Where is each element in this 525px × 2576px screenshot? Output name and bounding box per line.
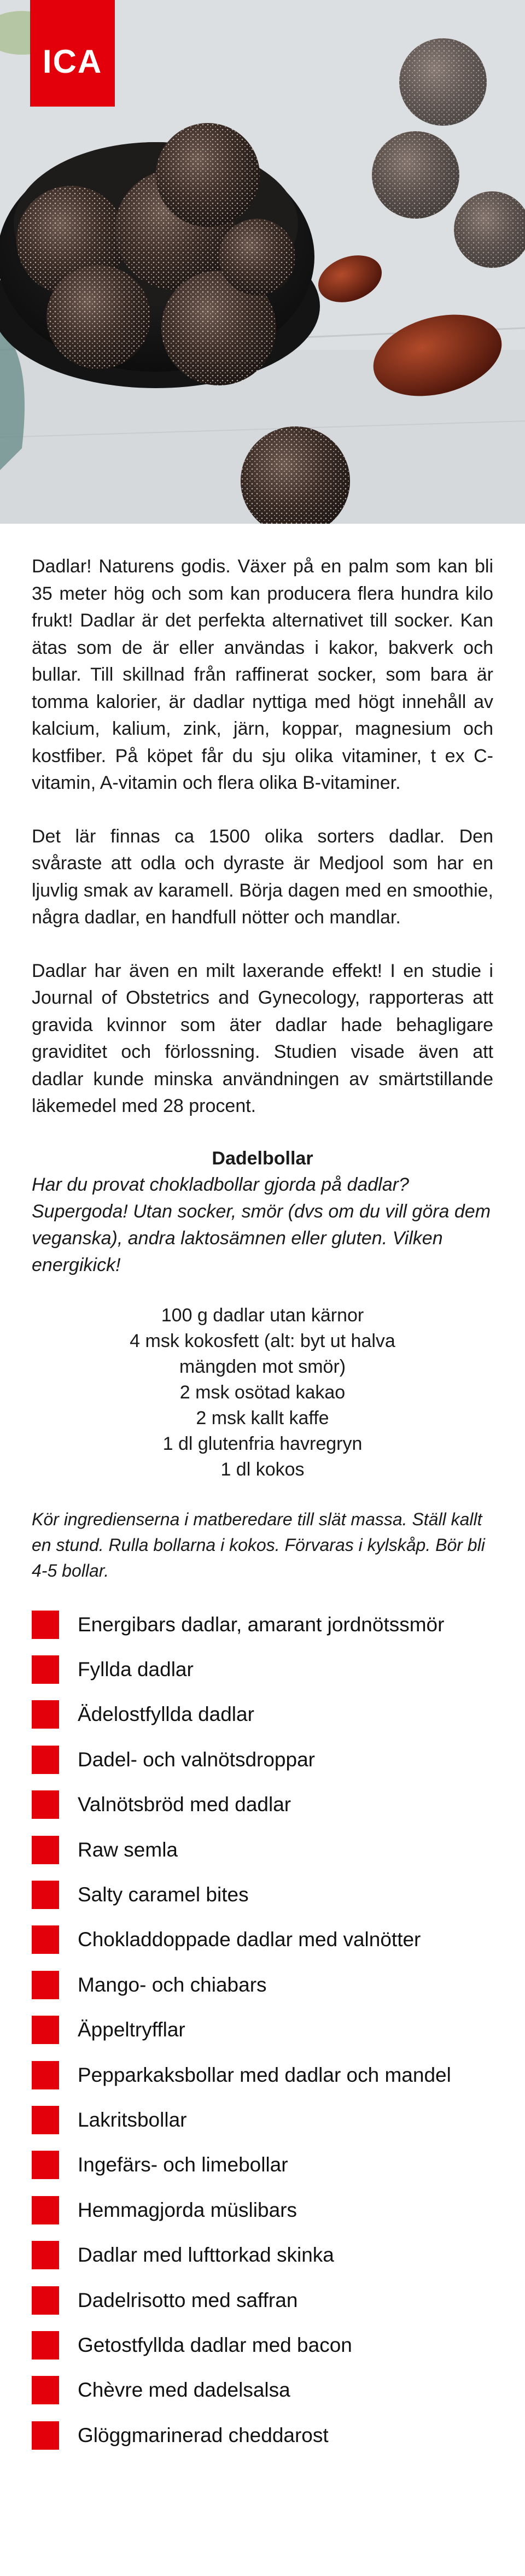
recipe-link-label[interactable]: Dadlar med lufttorkad skinka bbox=[78, 2244, 334, 2267]
recipe-link-label[interactable]: Lakritsbollar bbox=[78, 2108, 187, 2131]
recipe-link-list bbox=[32, 1602, 493, 2458]
health-paragraph: Dadlar har även en milt laxerande effekt! I en studie i Journal of Obstetrics and Gynecology, rapporteras att gravida kvinnor som äter dadlar hade behagligare graviditet och förlossning. Studien visade även att dadlar kunde minska användningen av smärtstillande läkemedel med 28 procent. bbox=[32, 960, 493, 1116]
red-square-icon bbox=[32, 2016, 59, 2044]
red-square-icon bbox=[32, 1655, 59, 1684]
ica-logo[interactable] bbox=[30, 0, 115, 107]
article bbox=[0, 553, 525, 2458]
intro-paragraph: Dadlar! Naturens godis. Växer på en palm som kan bli 35 meter hög och som kan producera flera hundra kilo frukt! Dadlar är det perfekta alternativet till socker. Kan ätas som de är eller användas i kakor, bakverk och bullar. Till skillnad från raffinerat socker, som bara är tomma kalorier, är dadlar nyttiga med högt innehåll av kalcium, kalium, zink, järn, koppar, magnesium och kostfiber. På köpet får du sju olika vitaminer, t ex C-vitamin, A-vitamin och flera olika B-vitaminer. bbox=[32, 556, 493, 793]
recipe-link-item[interactable] bbox=[32, 1647, 493, 1692]
red-square-icon bbox=[32, 2061, 59, 2089]
ingredient-line: 100 g dadlar utan kärnor bbox=[161, 1304, 364, 1326]
recipe-instructions: Kör ingredienserna i matberedare till slät massa. Ställ kallt en stund. Rulla bollarna i kokos. Förvaras i kylskåp. Bör bli 4-5 bollar. bbox=[32, 1509, 485, 1580]
recipe-link-label[interactable]: Glöggmarinerad cheddarost bbox=[78, 2423, 329, 2446]
ingredient-line: 1 dl kokos bbox=[220, 1459, 305, 1480]
recipe-link-item[interactable] bbox=[32, 2188, 493, 2233]
red-square-icon bbox=[32, 2241, 59, 2269]
recipe-link-label[interactable]: Raw semla bbox=[78, 1838, 178, 1861]
recipe-link-item[interactable] bbox=[32, 1782, 493, 1827]
red-square-icon bbox=[32, 1836, 59, 1864]
ingredient-line: 4 msk kokosfett (alt: byt ut halva bbox=[130, 1330, 395, 1351]
ingredient-list bbox=[32, 1303, 493, 1483]
recipe-link-item[interactable] bbox=[32, 2098, 493, 2142]
recipe-link-label[interactable]: Fyllda dadlar bbox=[78, 1658, 194, 1681]
recipe-link-item[interactable] bbox=[32, 2368, 493, 2413]
red-square-icon bbox=[32, 2286, 59, 2315]
recipe-link-item[interactable] bbox=[32, 1872, 493, 1917]
red-square-icon bbox=[32, 2151, 59, 2179]
red-square-icon bbox=[32, 2376, 59, 2404]
red-square-icon bbox=[32, 2421, 59, 2450]
recipe-link-item[interactable] bbox=[32, 1602, 493, 1647]
recipe-link-item[interactable] bbox=[32, 1692, 493, 1737]
recipe-intro: Har du provat chokladbollar gjorda på dadlar? Supergoda! Utan socker, smör (dvs om du vill göra dem veganska), andra laktosämnen eller gluten. Vilken energikick! bbox=[32, 1174, 491, 1275]
varieties-paragraph: Det lär finnas ca 1500 olika sorters dadlar. Den svåraste att odla och dyraste är Medjool som har en ljuvlig smak av karamell. Börja dagen med en smoothie, några dadlar, en handfull nötter och mandlar. bbox=[32, 826, 493, 928]
recipe-link-item[interactable] bbox=[32, 1963, 493, 2007]
recipe-link-label[interactable]: Ädelostfyllda dadlar bbox=[78, 1703, 254, 1726]
red-square-icon bbox=[32, 1925, 59, 1954]
recipe-link-label[interactable]: Ingefärs- och limebollar bbox=[78, 2153, 288, 2176]
ingredient-line: 2 msk osötad kakao bbox=[179, 1381, 346, 1403]
recipe-link-label[interactable]: Valnötsbröd med dadlar bbox=[78, 1793, 291, 1816]
recipe-link-label[interactable]: Hemmagjorda müslibars bbox=[78, 2198, 297, 2221]
red-square-icon bbox=[32, 1790, 59, 1819]
recipe-link-item[interactable] bbox=[32, 2052, 493, 2097]
red-square-icon bbox=[32, 2106, 59, 2134]
recipe-link-label[interactable]: Energibars dadlar, amarant jordnötssmör bbox=[78, 1613, 445, 1636]
recipe-link-item[interactable] bbox=[32, 1917, 493, 1962]
recipe-link-label[interactable]: Äppeltryfflar bbox=[78, 2018, 185, 2041]
red-square-icon bbox=[32, 2331, 59, 2360]
recipe-link-label[interactable]: Mango- och chiabars bbox=[78, 1973, 267, 1996]
red-square-icon bbox=[32, 1971, 59, 1999]
red-square-icon bbox=[32, 1881, 59, 1909]
recipe-link-label[interactable]: Chèvre med dadelsalsa bbox=[78, 2379, 290, 2402]
recipe-title: Dadelbollar bbox=[212, 1148, 313, 1169]
hero-image bbox=[0, 0, 525, 524]
recipe-link-label[interactable]: Pepparkaksbollar med dadlar och mandel bbox=[78, 2063, 451, 2086]
ingredient-line: 2 msk kallt kaffe bbox=[196, 1407, 329, 1428]
ingredient-line: 1 dl glutenfria havregryn bbox=[162, 1433, 363, 1454]
recipe-link-label[interactable]: Salty caramel bites bbox=[78, 1883, 249, 1906]
recipe-link-label[interactable]: Chokladdoppade dadlar med valnötter bbox=[78, 1928, 421, 1951]
logo-text: ICA bbox=[42, 43, 103, 80]
recipe-link-item[interactable] bbox=[32, 2233, 493, 2278]
red-square-icon bbox=[32, 1746, 59, 1774]
recipe-link-item[interactable] bbox=[32, 2007, 493, 2052]
recipe-link-label[interactable]: Dadelrisotto med saffran bbox=[78, 2288, 298, 2311]
recipe-link-item[interactable] bbox=[32, 2142, 493, 2187]
recipe-link-item[interactable] bbox=[32, 1737, 493, 1782]
ingredient-line: mängden mot smör) bbox=[179, 1356, 346, 1377]
red-square-icon bbox=[32, 2196, 59, 2224]
recipe-link-item[interactable] bbox=[32, 2413, 493, 2458]
red-square-icon bbox=[32, 1611, 59, 1639]
recipe-link-item[interactable] bbox=[32, 2278, 493, 2322]
recipe-link-item[interactable] bbox=[32, 1827, 493, 1872]
red-square-icon bbox=[32, 1700, 59, 1729]
recipe-link-label[interactable]: Dadel- och valnötsdroppar bbox=[78, 1748, 315, 1771]
recipe-link-item[interactable] bbox=[32, 2323, 493, 2368]
recipe-link-label[interactable]: Getostfyllda dadlar med bacon bbox=[78, 2333, 352, 2356]
